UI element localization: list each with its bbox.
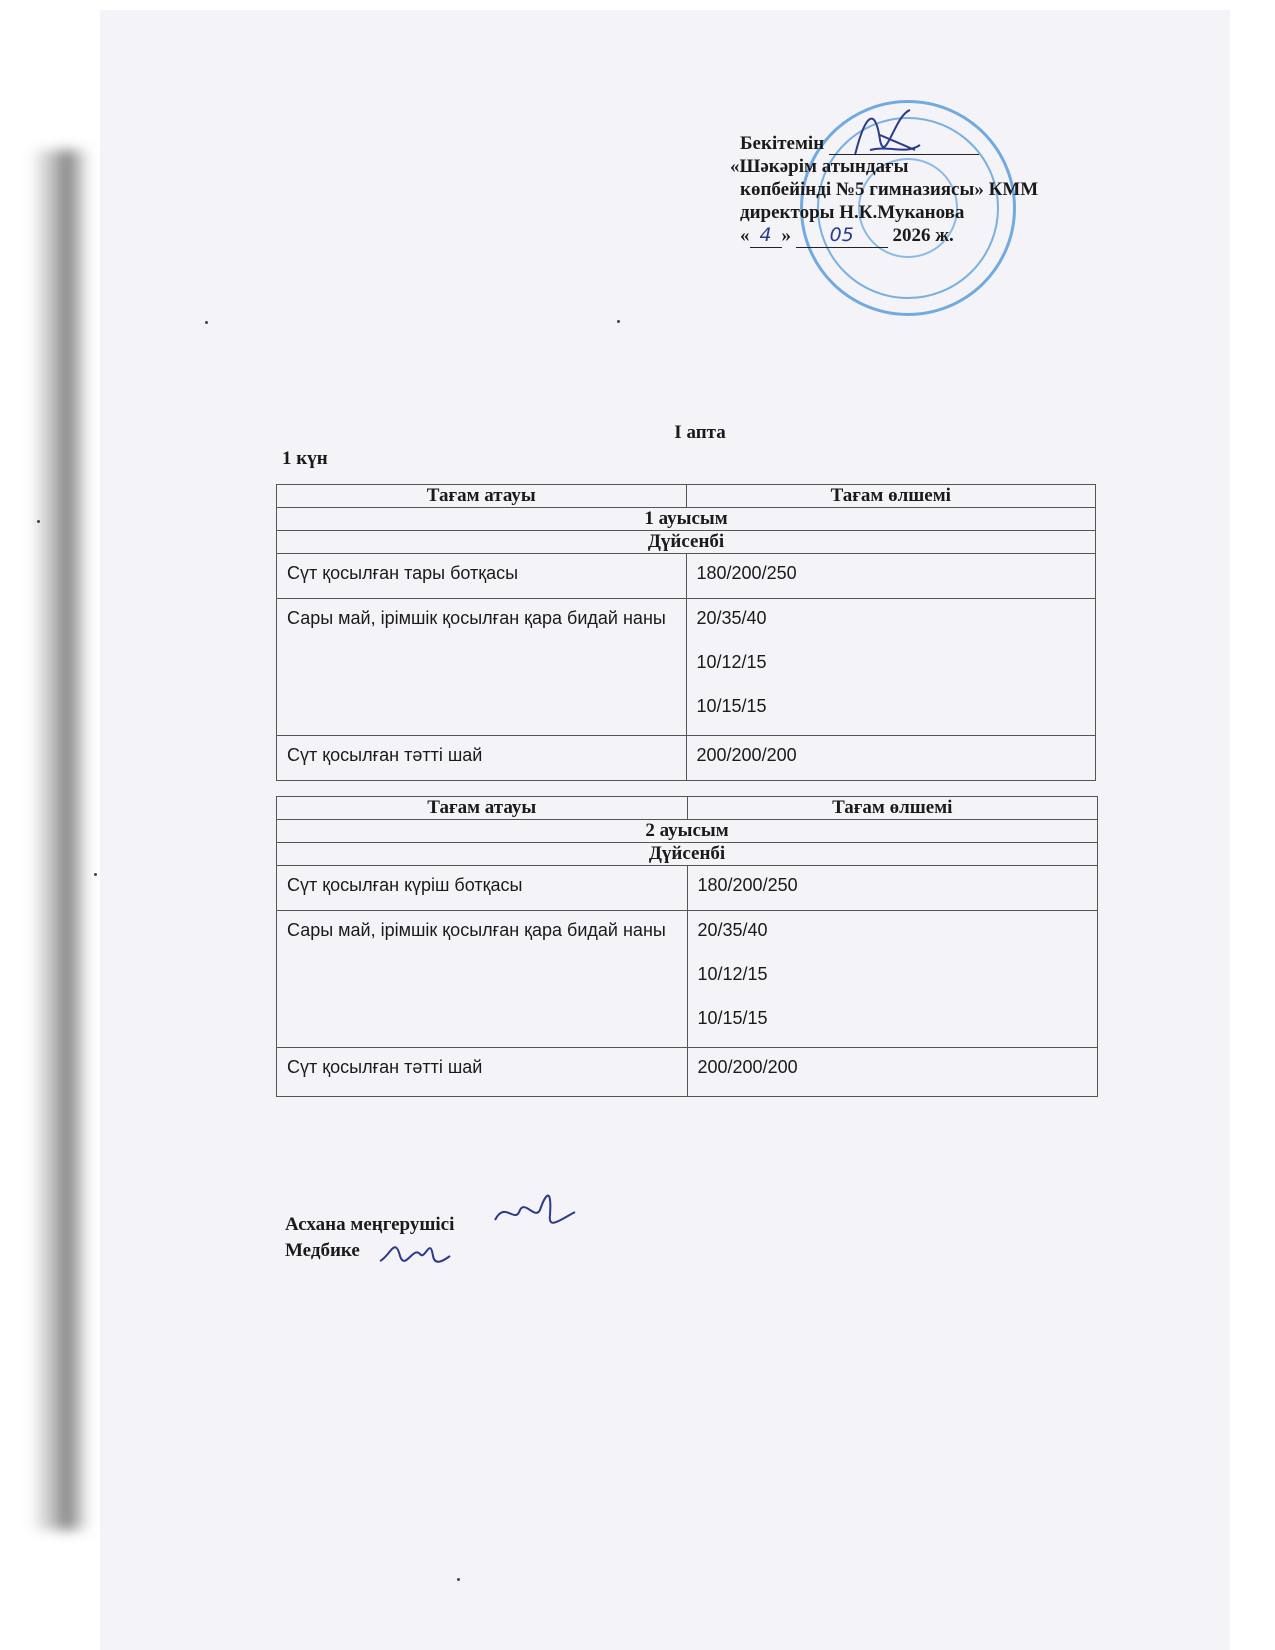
dish-size [687,911,1098,1048]
speck [457,1578,460,1581]
speck [94,873,97,876]
portion-size: 10/15/15 [697,1008,768,1028]
table-row [277,554,1096,599]
director-line: директоры Н.К.Муканова [740,202,965,223]
shift-label: 2 ауысым [277,820,1098,843]
portion-size: 20/35/40 [697,920,768,940]
date-quote-open: « [740,225,750,246]
portion-size: 10/15/15 [696,696,767,716]
portion-size: 10/12/15 [697,964,768,984]
speck [205,321,208,324]
day-title: 1 күн [282,448,328,469]
portion-size: 200/200/200 [696,745,797,765]
shift-label: 1 ауысым [277,508,1096,531]
menu-table-shift-2 [276,796,1098,1097]
menu-table-shift-1 [276,484,1096,781]
portion-size: 200/200/200 [697,1057,798,1077]
col-header-size: Тағам өлшемі [687,797,1098,820]
approval-block [730,132,1160,248]
dish-name: Сүт қосылған тары ботқасы [277,554,687,599]
dish-name: Сүт қосылған тәтті шай [277,1048,688,1097]
portion-size: 180/200/250 [696,563,797,583]
portion-size: 20/35/40 [696,608,767,628]
nurse-signature [375,1226,455,1276]
org-line-1: «Шәкәрім атындағы [730,156,909,177]
dish-name: Сүт қосылған тәтті шай [277,736,687,781]
date-year: 2026 ж. [892,225,954,246]
dish-size [687,1048,1098,1097]
cafeteria-head-label: Асхана меңгерушісі [285,1214,455,1235]
dish-size [687,866,1098,911]
dish-size [686,736,1096,781]
dish-size [686,599,1096,736]
dish-name: Сары май, ірімшік қосылған қара бидай наны [277,911,688,1048]
table-row [277,866,1098,911]
org-line-2: көпбейінді №5 гимназиясы» КММ [740,179,1039,200]
table-row [277,599,1096,736]
table-row [277,736,1096,781]
date-quote-close: » [781,225,791,246]
approval-date [740,224,1160,248]
date-day: 4 [750,224,782,248]
approval-line [740,132,1160,155]
nurse-label: Медбике [285,1240,360,1261]
weekday-label: Дүйсенбі [277,531,1096,554]
cafeteria-head-signature [490,1180,580,1240]
col-header-name: Тағам атауы [277,485,687,508]
portion-size: 10/12/15 [696,652,767,672]
speck [617,320,620,323]
dish-name: Сүт қосылған күріш ботқасы [277,866,688,911]
week-title: I апта [674,422,726,443]
col-header-size: Тағам өлшемі [686,485,1096,508]
date-month: 05 [796,224,888,248]
scan-edge-shadow [30,150,90,1530]
weekday-label: Дүйсенбі [277,843,1098,866]
dish-name: Сары май, ірімшік қосылған қара бидай наны [277,599,687,736]
signature-line [829,136,979,155]
speck [37,520,40,523]
approve-label: Бекітемін [740,133,825,154]
table-row [277,1048,1098,1097]
table-row [277,911,1098,1048]
dish-size [686,554,1096,599]
portion-size: 180/200/250 [697,875,798,895]
col-header-name: Тағам атауы [277,797,688,820]
